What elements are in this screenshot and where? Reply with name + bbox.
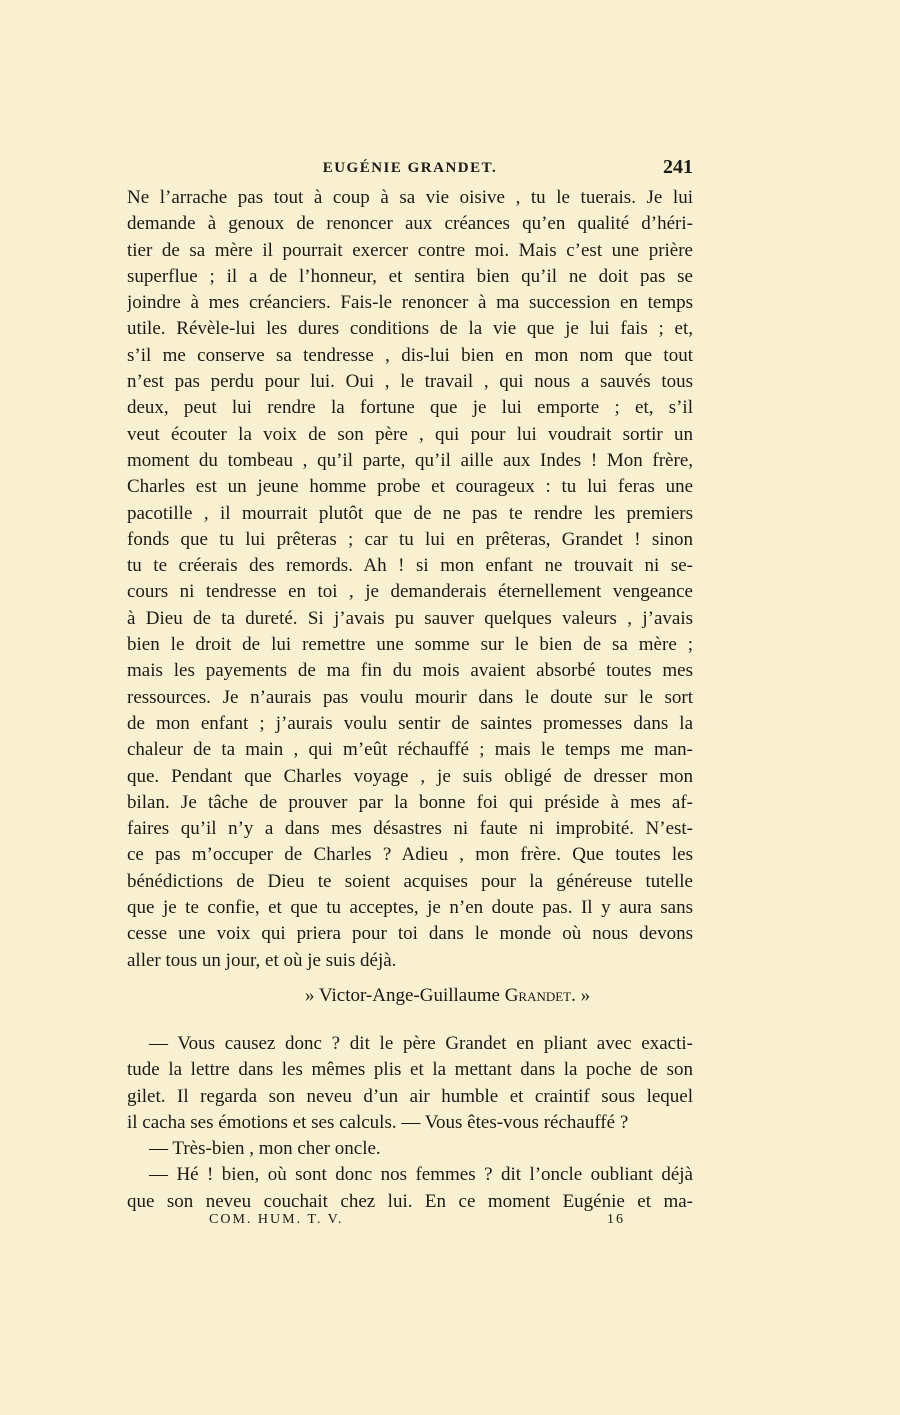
text-line: demande à genoux de renoncer aux créances qu’en qualité d’héri- <box>127 213 693 235</box>
text-line: mais les payements de ma fin du mois avaient absorbé toutes mes <box>127 660 693 682</box>
text-line: gilet. Il regarda son neveu d’un air humble et craintif sous lequel <box>127 1085 693 1107</box>
letter-text <box>127 185 693 974</box>
text-line: cesse une voix qui priera pour toi dans le monde où nous devons <box>127 923 693 945</box>
page-header <box>127 156 693 182</box>
text-line: aller tous un jour, et où je suis déjà. <box>127 949 397 971</box>
text-line: bilan. Je tâche de prouver par la bonne foi qui préside à mes af- <box>127 791 693 813</box>
text-line: tude la lettre dans les mêmes plis et la mettant dans la poche de son <box>127 1059 693 1081</box>
text-line: moment du tombeau , qu’il parte, qu’il aille aux Indes ! Mon frère, <box>127 449 693 471</box>
text-line: que je te confie, et que tu acceptes, je n’en doute pas. Il y aura sans <box>127 897 693 919</box>
running-title: EUGÉNIE GRANDET. <box>322 160 498 176</box>
text-line: superflue ; il a de l’honneur, et sentira bien qu’il ne doit pas se <box>127 265 693 287</box>
text-line: veut écouter la voix de son père , qui pour lui voudrait sortir un <box>127 423 693 445</box>
text-line: deux, peut lui rendre la fortune que je lui emporte ; et, s’il <box>127 397 693 419</box>
text-line: que son neveu couchait chez lui. En ce moment Eugénie et ma- <box>127 1190 693 1212</box>
text-line: tier de sa mère il pourrait exercer contre moi. Mais c’est une prière <box>127 239 693 261</box>
text-line: — Vous causez donc ? dit le père Grandet en pliant avec exacti- <box>149 1033 693 1054</box>
text-line: il cacha ses émotions et ses calculs. — Vous êtes-vous réchauffé ? <box>127 1111 629 1133</box>
text-line: bénédictions de Dieu te soient acquises pour la généreuse tutelle <box>127 870 693 892</box>
dialog-text <box>127 1031 693 1215</box>
text-line: ce pas m’occuper de Charles ? Adieu , mon frère. Que toutes les <box>127 844 693 866</box>
text-line: n’est pas perdu pour lui. Oui , le travail , qui nous a sauvés tous <box>127 371 693 393</box>
footer-signature-mark: COM. HUM. T. V. <box>209 1212 344 1227</box>
text-line: joindre à mes créanciers. Fais-le renoncer à ma succession en temps <box>127 292 693 314</box>
signature-close: . » <box>571 985 591 1006</box>
text-line: faires qu’il n’y a dans mes désastres ni faute ni improbité. N’est- <box>127 818 693 840</box>
text-line: Ne l’arrache pas tout à coup à sa vie oisive , tu le tuerais. Je lui <box>127 187 693 208</box>
text-line: chaleur de ta main , qui m’eût réchauffé ; mais le temps me man- <box>127 739 693 761</box>
signature-surname: Grandet <box>504 985 572 1006</box>
text-line: Charles est un jeune homme probe et courageux : tu lui feras une <box>127 476 693 498</box>
text-line: tu te créerais des remords. Ah ! si mon enfant ne trouvait ni se- <box>127 555 693 577</box>
signature-text: » Victor-Ange-Guillaume <box>305 985 505 1006</box>
text-line: — Très-bien , mon cher oncle. <box>149 1138 381 1160</box>
letter-signature <box>305 983 590 1009</box>
text-line: que. Pendant que Charles voyage , je suis obligé de dresser mon <box>127 765 693 787</box>
text-line: s’il me conserve sa tendresse , dis-lui bien en mon nom que tout <box>127 344 693 366</box>
text-line: ressources. Je n’aurais pas voulu mourir dans le doute sur le sort <box>127 686 693 708</box>
page-number: 241 <box>663 156 693 178</box>
text-line: cours ni tendresse en toi , je demanderais éternellement vengeance <box>127 581 693 603</box>
text-line: — Hé ! bien, où sont donc nos femmes ? dit l’oncle oubliant déjà <box>149 1164 693 1186</box>
text-line: de mon enfant ; j’aurais voulu sentir de saintes promesses dans la <box>127 712 693 734</box>
text-line: à Dieu de ta dureté. Si j’avais pu sauver quelques valeurs , j’avais <box>127 607 693 629</box>
footer-sheet-number: 16 <box>607 1212 625 1227</box>
text-line: pacotille , il mourrait plutôt que de ne pas te rendre les premiers <box>127 502 693 524</box>
text-line: utile. Révèle-lui les dures conditions de la vie que je lui fais ; et, <box>127 318 693 340</box>
text-line: fonds que tu lui prêteras ; car tu lui en prêteras, Grandet ! sinon <box>127 528 693 550</box>
text-line: bien le droit de lui remettre une somme sur le bien de sa mère ; <box>127 634 693 656</box>
